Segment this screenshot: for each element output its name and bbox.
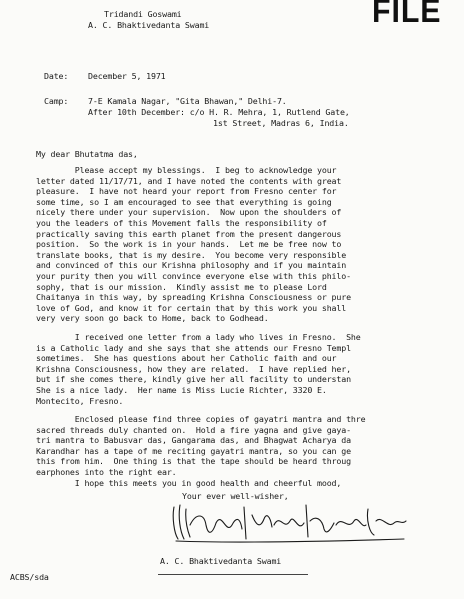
handwritten-signature — [166, 495, 416, 550]
paragraph-line: I hope this meets you in good health and cheerful mood, — [36, 477, 342, 488]
signatory-name: A. C. Bhaktivedanta Swami — [160, 556, 282, 566]
paragraph-line: Chaitanya in this way, by spreading Krishna Consciousness or pure — [36, 292, 351, 303]
date-label: Date: — [44, 71, 69, 81]
paragraph-line: position. So the work is in your hands. Let me be free now to — [36, 239, 342, 250]
paragraph-line: She is a nice lady. Her name is Miss Lucie Richter, 3320 E. — [36, 384, 327, 395]
closing: Your ever well-wisher, — [182, 491, 289, 501]
paragraph-line: sometimes. She has questions about her Catholic faith and our — [36, 353, 337, 364]
paragraph-line: I received one letter from a lady who lives in Fresno. She — [36, 332, 361, 342]
paragraph-line: Karandhar has a tape of me reciting gayatri mantra, so you can ge — [36, 445, 351, 456]
header-title: Tridandi Goswami — [104, 9, 182, 19]
paragraph-line: very very soon go back to Home, back to Godhead. — [36, 313, 269, 324]
paragraph-line: your purity then you will convince everyone else with this philo- — [36, 270, 351, 281]
paragraph-line: Montecito, Fresno. — [36, 395, 124, 406]
paragraph-line: letter dated 11/17/71, and I have noted the contents with great — [36, 175, 342, 186]
camp-label: Camp: — [44, 96, 69, 106]
paragraph-line: you the leaders of this Movement falls the responsibility of — [36, 217, 327, 228]
paragraph-line: Please accept my blessings. I beg to acknowledge your — [36, 165, 337, 175]
paragraph-line: earphones into the right ear. — [36, 466, 177, 477]
paragraph-line: pleasure. I have not heard your report from Fresno center for — [36, 186, 337, 197]
reference-initials: ACBS/sda — [10, 572, 49, 582]
date-value: December 5, 1971 — [88, 71, 166, 81]
paragraph-2 — [36, 332, 456, 406]
paragraph-line: Krishna Consciousness, how they are related. I have replied her, — [36, 363, 351, 374]
paragraph-1 — [36, 165, 456, 324]
camp-address-3: 1st Street, Madras 6, India. — [213, 118, 349, 128]
paragraph-line: translate books, that is my desire. You become very responsible — [36, 249, 347, 260]
paragraph-line: this from him. One thing is that the tape should be heard throug — [36, 456, 351, 467]
paragraph-line: practically saving this earth planet from the present dangerous — [36, 228, 342, 239]
paragraph-line: is a Catholic lady and she says that she attends our Fresno Templ — [36, 342, 351, 353]
paragraph-line: love of God, and know it for certain that by this work you shall — [36, 302, 347, 313]
paragraph-line: some time, so I am encouraged to see that everything is going — [36, 196, 332, 207]
camp-address-1: 7-E Kamala Nagar, "Gita Bhawan," Delhi-7. — [88, 96, 287, 106]
paragraph-line: sacred threads duly chanted on. Hold a fire yagna and give gaya- — [36, 424, 351, 435]
file-stamp: FILE — [372, 0, 442, 29]
salutation: My dear Bhutatma das, — [36, 149, 138, 159]
paragraph-line: but if she comes there, kindly give her all facility to understan — [36, 374, 351, 385]
paragraph-line: Enclosed please find three copies of gayatri mantra and thre — [36, 414, 366, 424]
header-name: A. C. Bhaktivedanta Swami — [88, 20, 210, 30]
paragraph-line: nicely there under your supervision. Now upon the shoulders of — [36, 207, 342, 218]
paragraph-line: tri mantra to Babusvar das, Gangarama das, and Bhagwat Acharya da — [36, 435, 351, 446]
paragraph-line: sophy, that is our mission. Kindly assist me to please Lord — [36, 281, 327, 292]
paragraph-line: and convinced of this our Krishna philosophy and if you maintain — [36, 260, 347, 271]
camp-address-2: After 10th December: c/o H. R. Mehra, 1, Rutlend Gate, — [88, 107, 350, 117]
paragraph-3 — [36, 414, 456, 488]
